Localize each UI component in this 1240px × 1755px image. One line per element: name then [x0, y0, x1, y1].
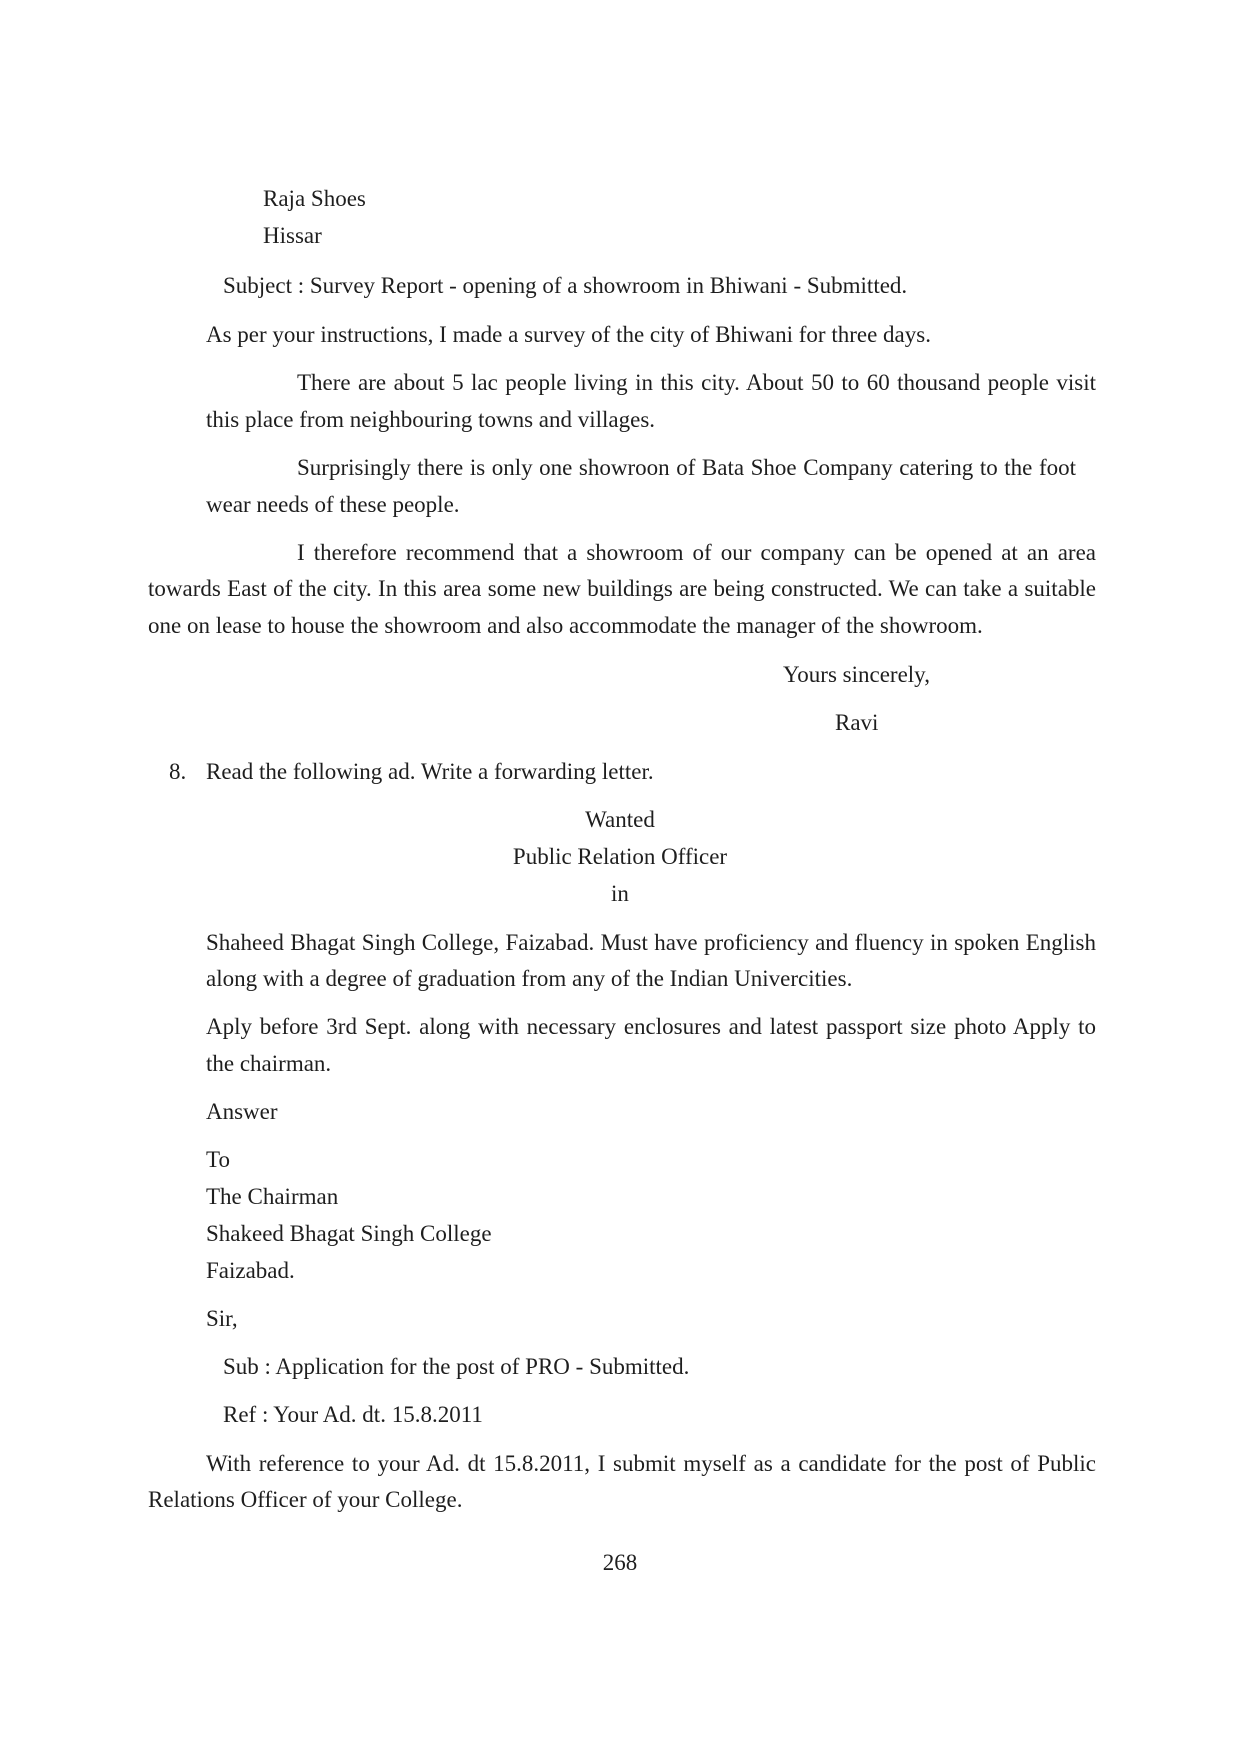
page-number: 268 — [602, 1550, 638, 1575]
letter-subject: Subject : Survey Report - opening of a showroom in Bhiwani - Submitted. — [223, 273, 908, 298]
para1-line-2: this place from neighbouring towns and villages. — [206, 407, 656, 432]
closing: Yours sincerely, — [783, 662, 930, 687]
para3-line-2: towards East of the city. In this area some new buildings are being constructed. We can take a suitable — [148, 576, 1096, 601]
para2-line-1: Surprisingly there is only one showroon of Bata Shoe Company catering to the foot — [297, 455, 1076, 480]
address-line-2: Hissar — [263, 223, 322, 248]
recipient-line-2: Shakeed Bhagat Singh College — [206, 1221, 492, 1246]
answer-body-line-2: Relations Officer of your College. — [148, 1487, 463, 1512]
ad-heading-in: in — [611, 881, 629, 906]
ad-body1-line-1: Shaheed Bhagat Singh College, Faizabad. Must have proficiency and fluency in spoken English — [206, 930, 1096, 955]
question-number: 8. — [169, 759, 187, 784]
to-label: To — [206, 1147, 230, 1172]
ad-heading-wanted: Wanted — [585, 807, 655, 832]
salutation: Sir, — [206, 1306, 238, 1331]
answer-label: Answer — [206, 1099, 278, 1124]
answer-reference: Ref : Your Ad. dt. 15.8.2011 — [223, 1402, 483, 1427]
recipient-line-1: The Chairman — [206, 1184, 339, 1209]
recipient-line-3: Faizabad. — [206, 1258, 295, 1283]
para3-line-1: I therefore recommend that a showroom of our company can be opened at an area — [297, 540, 1096, 565]
letter-intro: As per your instructions, I made a survey of the city of Bhiwani for three days. — [206, 322, 931, 347]
para1-line-1: There are about 5 lac people living in this city. About 50 to 60 thousand people visit — [297, 370, 1096, 395]
ad-body2-line-2: the chairman. — [206, 1051, 332, 1076]
signature: Ravi — [835, 710, 879, 735]
ad-body1-line-2: along with a degree of graduation from any of the Indian Univercities. — [206, 966, 853, 991]
answer-body-line-1: With reference to your Ad. dt 15.8.2011, I submit myself as a candidate for the post of Public — [206, 1451, 1096, 1476]
question-text: Read the following ad. Write a forwarding letter. — [206, 759, 654, 784]
ad-heading-post: Public Relation Officer — [512, 844, 728, 869]
ad-body2-line-1: Aply before 3rd Sept. along with necessary enclosures and latest passport size photo Apply to — [206, 1014, 1096, 1039]
para2-line-2: wear needs of these people. — [206, 492, 460, 517]
para3-line-3: one on lease to house the showroom and also accommodate the manager of the showroom. — [148, 613, 983, 638]
address-line-1: Raja Shoes — [263, 186, 366, 211]
answer-subject: Sub : Application for the post of PRO - Submitted. — [223, 1354, 690, 1379]
